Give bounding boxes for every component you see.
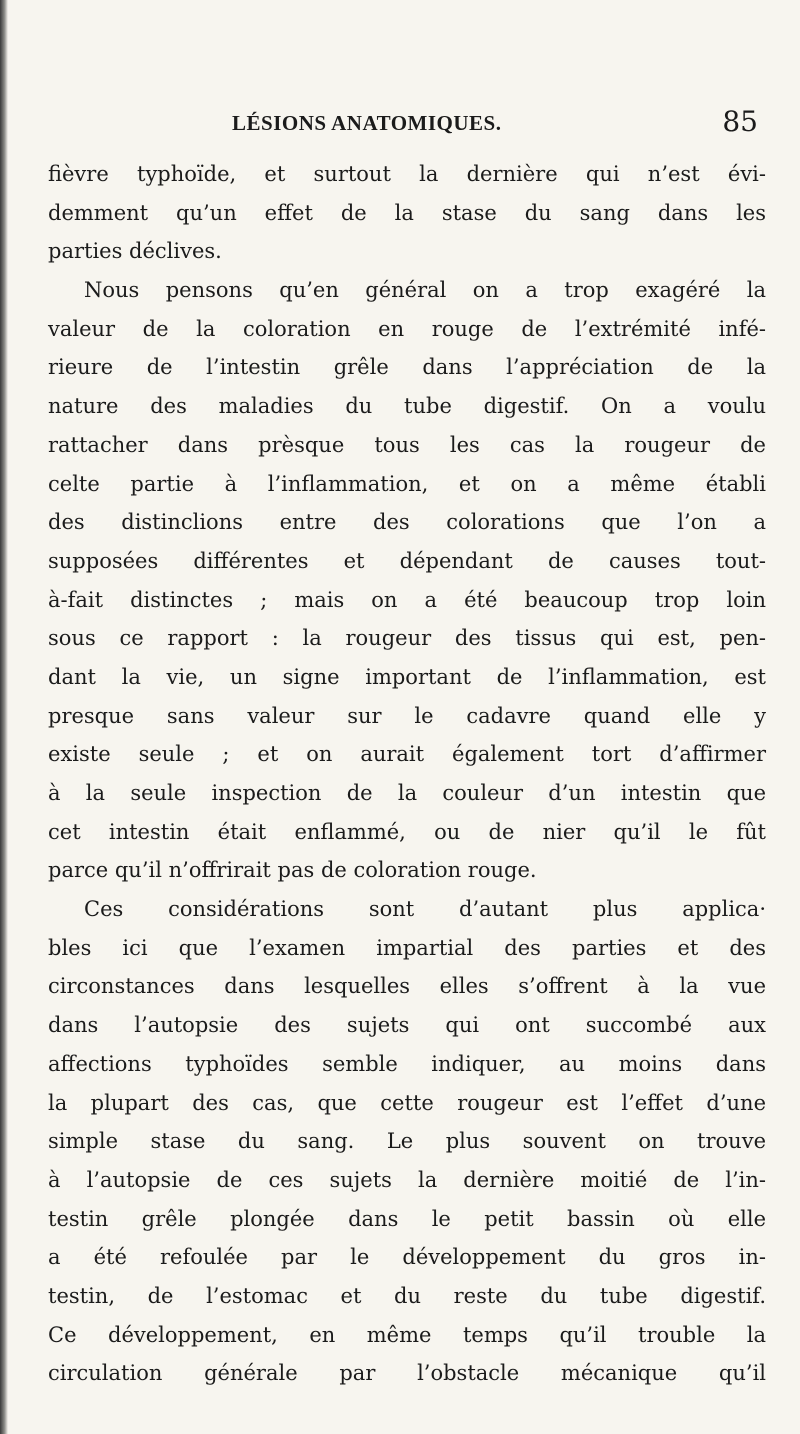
text-line: a été refoulée par le développement du gros in- <box>48 1245 766 1270</box>
text-line: existe seule ; et on aurait également tort d’affirmer <box>48 742 766 767</box>
text-line: rieure de l’intestin grêle dans l’appréciation de la <box>48 355 766 380</box>
text-line: testin, de l’estomac et du reste du tube digestif. <box>48 1283 766 1308</box>
text-line: affections typhoïdes semble indiquer, au moins dans <box>48 1051 766 1076</box>
text-line: supposées différentes et dépendant de causes tout- <box>48 548 766 573</box>
text-line: rattacher dans prèsque tous les cas la rougeur de <box>48 432 766 457</box>
text-line: à la seule inspection de la couleur d’un intestin que <box>48 781 766 805</box>
text-line: parce qu’il n’offrirait pas de coloration rouge. <box>48 858 537 883</box>
text-line: dans l’autopsie des sujets qui ont succombé aux <box>48 1013 766 1038</box>
text-line: à-fait distinctes ; mais on a été beaucoup trop loin <box>48 587 766 612</box>
text-line: nature des maladies du tube digestif. On a voulu <box>48 394 766 419</box>
text-line: des distinclions entre des colorations que l’on a <box>48 510 766 535</box>
page-binding-edge <box>0 0 8 1434</box>
text-line: Ces considérations sont d’autant plus applica· <box>84 897 766 922</box>
text-line: simple stase du sang. Le plus souvent on trouve <box>48 1129 766 1154</box>
text-line: Nous pensons qu’en général on a trop exagéré la <box>84 278 766 303</box>
text-line: la plupart des cas, que cette rougeur est l’effet d’une <box>48 1090 766 1115</box>
book-page <box>48 105 766 1393</box>
text-line: Ce développement, en même temps qu’il trouble la <box>48 1322 766 1347</box>
page-number: 85 <box>722 105 758 138</box>
running-title: LÉSIONS ANATOMIQUES. <box>232 111 502 135</box>
text-line: fièvre typhoïde, et surtout la dernière qui n’est évi- <box>48 162 766 186</box>
text-line: circonstances dans lesquelles elles s’offrent à la vue <box>48 974 766 999</box>
body-text <box>48 155 766 1393</box>
text-line: presque sans valeur sur le cadavre quand elle y <box>48 703 766 728</box>
running-header <box>48 105 766 155</box>
text-line: testin grêle plongée dans le petit bassin où elle <box>48 1206 766 1231</box>
text-line: à l’autopsie de ces sujets la dernière moitié de l’in- <box>48 1167 766 1192</box>
text-line: celte partie à l’inflammation, et on a même établi <box>48 471 766 496</box>
text-line: sous ce rapport : la rougeur des tissus qui est, pen- <box>48 626 766 651</box>
text-line: parties déclives. <box>48 239 222 264</box>
text-line: circulation générale par l’obstacle mécanique qu’il <box>48 1361 766 1386</box>
text-line: valeur de la coloration en rouge de l’extrémité infé- <box>48 316 766 341</box>
text-line: dant la vie, un signe important de l’inflammation, est <box>48 664 766 689</box>
text-line: demment qu’un effet de la stase du sang dans les <box>48 200 766 225</box>
text-line: cet intestin était enflammé, ou de nier qu’il le fût <box>48 819 766 844</box>
text-line: bles ici que l’examen impartial des parties et des <box>48 935 766 960</box>
